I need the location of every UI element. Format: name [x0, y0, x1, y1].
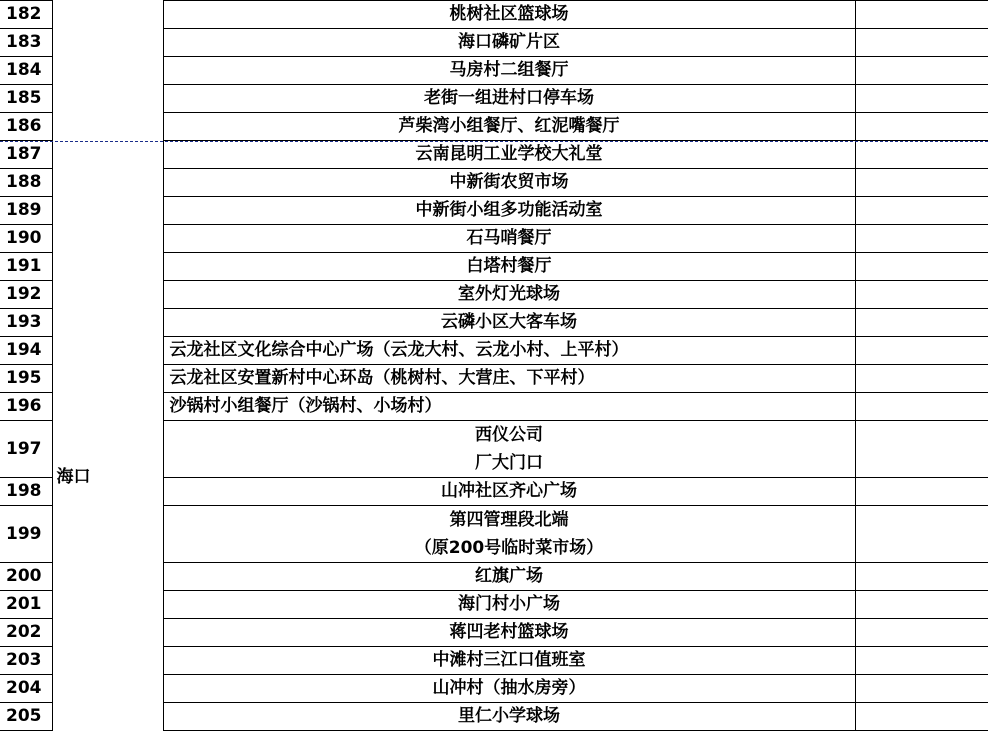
- location-cell: 云南昆明工业学校大礼堂: [163, 141, 855, 169]
- row-number: 187: [0, 141, 52, 169]
- table-row: [0, 141, 988, 169]
- location-cell: 中滩村三江口值班室: [163, 647, 855, 675]
- location-cell: 中新街小组多功能活动室: [163, 197, 855, 225]
- location-cell: 室外灯光球场: [163, 281, 855, 309]
- empty-cell: [855, 225, 988, 253]
- empty-cell: [855, 1, 988, 29]
- table-row: [0, 1, 988, 29]
- table-body: [0, 1, 988, 731]
- empty-cell: [855, 365, 988, 393]
- location-cell: 白塔村餐厅: [163, 253, 855, 281]
- location-cell: 云龙社区文化综合中心广场（云龙大村、云龙小村、上平村）: [163, 337, 855, 365]
- row-number: 193: [0, 309, 52, 337]
- area-cell: [52, 141, 163, 731]
- row-number: 196: [0, 393, 52, 421]
- location-line-2: （原200号临时菜市场）: [414, 538, 604, 558]
- empty-cell: [855, 85, 988, 113]
- empty-cell: [855, 253, 988, 281]
- row-number: 185: [0, 85, 52, 113]
- location-cell: 山冲村（抽水房旁）: [163, 675, 855, 703]
- location-cell: 芦柴湾小组餐厅、红泥嘴餐厅: [163, 113, 855, 141]
- empty-cell: [855, 197, 988, 225]
- row-number: 205: [0, 703, 52, 731]
- location-cell: 老街一组进村口停车场: [163, 85, 855, 113]
- empty-cell: [855, 675, 988, 703]
- location-line-1: 西仪公司: [475, 425, 543, 445]
- row-number: 200: [0, 563, 52, 591]
- location-cell: 中新街农贸市场: [163, 169, 855, 197]
- location-cell: [163, 506, 855, 563]
- row-number: 192: [0, 281, 52, 309]
- row-number: 190: [0, 225, 52, 253]
- empty-cell: [855, 563, 988, 591]
- empty-cell: [855, 169, 988, 197]
- row-number: 191: [0, 253, 52, 281]
- row-number: 182: [0, 1, 52, 29]
- row-number: 204: [0, 675, 52, 703]
- empty-cell: [855, 506, 988, 563]
- empty-cell: [855, 421, 988, 478]
- empty-cell: [855, 309, 988, 337]
- page-break-line: [0, 141, 988, 142]
- location-cell: 海门村小广场: [163, 591, 855, 619]
- row-number: 198: [0, 478, 52, 506]
- location-line-1: 第四管理段北端: [449, 510, 569, 530]
- row-number: 194: [0, 337, 52, 365]
- empty-cell: [855, 703, 988, 731]
- row-number: 186: [0, 113, 52, 141]
- location-cell: 红旗广场: [163, 563, 855, 591]
- empty-cell: [855, 478, 988, 506]
- location-cell: 桃树社区篮球场: [163, 1, 855, 29]
- location-cell: 云磷小区大客车场: [163, 309, 855, 337]
- location-cell: 沙锅村小组餐厅（沙锅村、小场村）: [163, 393, 855, 421]
- row-number: 201: [0, 591, 52, 619]
- empty-cell: [855, 393, 988, 421]
- location-cell: 马房村二组餐厅: [163, 57, 855, 85]
- row-number: 203: [0, 647, 52, 675]
- empty-cell: [855, 647, 988, 675]
- empty-cell: [855, 619, 988, 647]
- row-number: 189: [0, 197, 52, 225]
- location-cell: 云龙社区安置新村中心环岛（桃树村、大营庄、下平村）: [163, 365, 855, 393]
- empty-cell: [855, 337, 988, 365]
- empty-cell: [855, 29, 988, 57]
- empty-cell: [855, 141, 988, 169]
- location-cell: 里仁小学球场: [163, 703, 855, 731]
- location-cell: 山冲社区齐心广场: [163, 478, 855, 506]
- location-cell: [163, 421, 855, 478]
- area-cell-upper: [52, 1, 163, 141]
- row-number: 202: [0, 619, 52, 647]
- location-cell: 海口磷矿片区: [163, 29, 855, 57]
- location-cell: 蒋凹老村篮球场: [163, 619, 855, 647]
- empty-cell: [855, 591, 988, 619]
- row-number: 188: [0, 169, 52, 197]
- location-line-2: 厂大门口: [475, 453, 543, 473]
- row-number: 199: [0, 506, 52, 563]
- empty-cell: [855, 281, 988, 309]
- empty-cell: [855, 57, 988, 85]
- row-number: 183: [0, 29, 52, 57]
- row-number: 197: [0, 421, 52, 478]
- row-number: 195: [0, 365, 52, 393]
- row-number: 184: [0, 57, 52, 85]
- area-label: 海口: [56, 467, 91, 487]
- empty-cell: [855, 113, 988, 141]
- location-cell: 石马哨餐厅: [163, 225, 855, 253]
